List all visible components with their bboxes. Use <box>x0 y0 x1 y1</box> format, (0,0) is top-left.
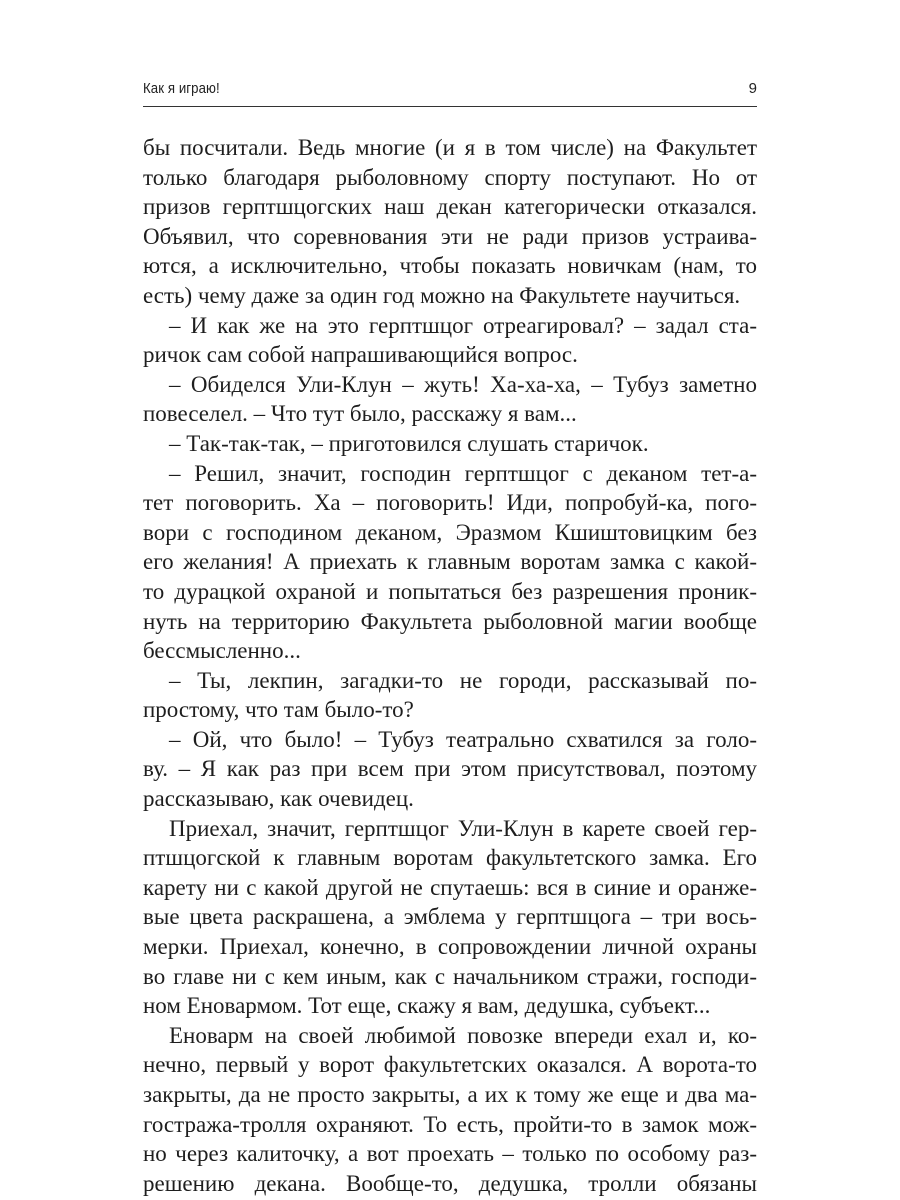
text-line: ричок сам собой напрашивающийся вопрос. <box>143 342 578 368</box>
text-line: ном Еновармом. Тот еще, скажу я вам, дедушка, субъект... <box>143 993 711 1019</box>
text-line: тет поговорить. Ха – поговорить! Иди, попробуй-ка, пого- <box>143 490 757 516</box>
text-line: то дурацкой охраной и попытаться без разрешения проник- <box>143 578 757 604</box>
text-line: нечно, первый у ворот факультетских оказался. А ворота-то <box>143 1052 757 1078</box>
text-line: нуть на территорию Факультета рыболовной магии вообще <box>143 608 757 634</box>
page-body-text <box>143 133 757 1198</box>
text-line: только благодаря рыболовному спорту поступают. Но от <box>143 164 757 190</box>
page-number: 9 <box>748 80 757 97</box>
text-line: бессмысленно... <box>143 638 301 664</box>
text-line: закрыты, да не просто закрыты, а их к тому же еще и два ма- <box>143 1082 757 1107</box>
text-line: повеселел. – Что тут было, расскажу я вам... <box>143 401 577 427</box>
text-line: Еноварм на своей любимой повозке впереди ехал и, ко- <box>169 1022 757 1048</box>
text-line: вые цвета раскрашена, а эмблема у герптшцога – три вось- <box>143 904 757 930</box>
text-line: Приехал, значит, герптшцог Ули-Клун в карете своей гер- <box>169 815 757 841</box>
text-line: карету ни с какой другой не спутаешь: вся в синие и оранже- <box>143 874 757 900</box>
text-line: птшцогской к главным воротам факультетского замка. Его <box>143 845 757 871</box>
text-line: – Ты, лекпин, загадки-то не городи, рассказывай по- <box>169 667 757 693</box>
text-line: – Обиделся Ули-Клун – жуть! Ха-ха-ха, – Тубуз заметно <box>169 371 757 397</box>
text-line: – Решил, значит, господин герптшцог с деканом тет-а- <box>169 460 757 486</box>
text-line: во главе ни с кем иным, как с начальником стражи, господи- <box>143 963 757 989</box>
text-line: мерки. Приехал, конечно, в сопровождении личной охраны <box>143 934 757 960</box>
text-line: но через калиточку, а вот проехать – только по особому раз- <box>143 1141 757 1167</box>
text-line: призов герптшцогских наш декан категорически отказался. <box>143 194 757 220</box>
text-line: – Так-так-так, – приготовился слушать старичок. <box>169 430 649 456</box>
running-header <box>143 76 757 107</box>
text-line: рассказываю, как очевидец. <box>143 786 414 812</box>
text-line: Объявил, что соревнования эти не ради призов устраива- <box>143 223 757 249</box>
running-title: Как я играю! <box>143 80 220 97</box>
text-line: бы посчитали. Ведь многие (и я в том числе) на Факультет <box>143 135 757 160</box>
text-line: простому, что там было-то? <box>143 697 414 723</box>
text-line: его желания! А приехать к главным воротам замка с какой- <box>143 549 757 575</box>
text-line: – Ой, что было! – Тубуз театрально схватился за голо- <box>169 726 757 752</box>
text-line: есть) чему даже за один год можно на Факультете научиться. <box>143 282 741 308</box>
text-line: – И как же на это герптшцог отреагировал? – задал ста- <box>169 312 757 338</box>
text-line: ются, а исключительно, чтобы показать новичкам (нам, то <box>143 253 757 279</box>
text-line: вори с господином деканом, Эразмом Кшиштовицким без <box>143 519 757 545</box>
text-line: гостража-тролля охраняют. То есть, пройти-то в замок мож- <box>143 1111 757 1137</box>
text-line: ву. – Я как раз при всем при этом присутствовал, поэтому <box>143 756 757 782</box>
text-line: решению декана. Вообще-то, дедушка, тролли обязаны <box>143 1170 757 1196</box>
